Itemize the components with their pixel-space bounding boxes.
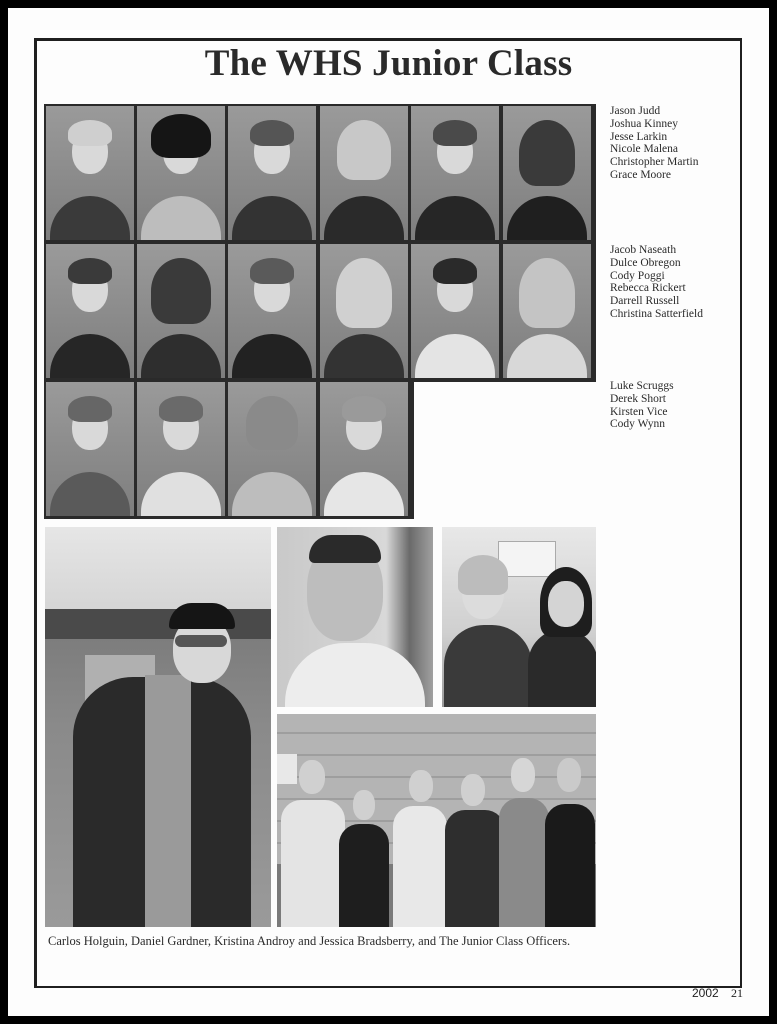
portrait-photo [320,382,408,516]
portrait-photo [228,244,316,378]
student-name: Joshua Kinney [610,117,679,130]
student-name: Cody Poggi [610,269,665,282]
student-name: Jacob Naseath [610,244,677,256]
yearbook-page [8,8,769,1016]
portrait-photo [46,244,134,378]
page-number: 21 [731,986,743,1000]
names-group-3 [610,380,674,431]
student-name: Jesse Larkin [610,130,668,143]
photo-caption: Carlos Holguin, Daniel Gardner, Kristina Androy and Jessica Bradsberry, and The Junior Class Officers. [48,934,571,948]
portrait-photo [503,106,591,240]
portrait-photo [503,244,591,378]
portrait-photo [46,106,134,240]
student-name: Dulce Obregon [610,256,681,269]
portrait-photo [137,106,225,240]
year-label: 2002 [692,986,719,1000]
candid-photo-two-students [442,527,596,707]
student-name: Jason Judd [610,105,661,117]
student-name: Luke Scruggs [610,380,674,392]
student-name: Kirsten Vice [610,405,668,418]
portrait-photo [411,244,499,378]
candid-photo-closeup [277,527,433,707]
names-group-1 [610,105,698,182]
student-name: Grace Moore [610,168,671,181]
portrait-photo [137,382,225,516]
candid-photo-cap [45,527,271,927]
student-name: Nicole Malena [610,143,679,156]
student-name: Rebecca Rickert [610,282,686,295]
student-name: Derek Short [610,392,666,405]
portrait-photo [137,244,225,378]
portrait-photo [411,106,499,240]
page-title: The WHS Junior Class [204,43,573,84]
portrait-photo [228,382,316,516]
student-name: Christina Satterfield [610,307,703,320]
portrait-photo [320,244,408,378]
names-group-2 [610,244,703,321]
portrait-photo [228,106,316,240]
candid-photo-class-officers [277,714,596,927]
student-name: Cody Wynn [610,418,666,431]
portrait-grid [44,104,596,519]
portrait-photo [320,106,408,240]
student-name: Christopher Martin [610,156,699,169]
student-name: Darrell Russell [610,295,680,308]
portrait-photo [46,382,134,516]
